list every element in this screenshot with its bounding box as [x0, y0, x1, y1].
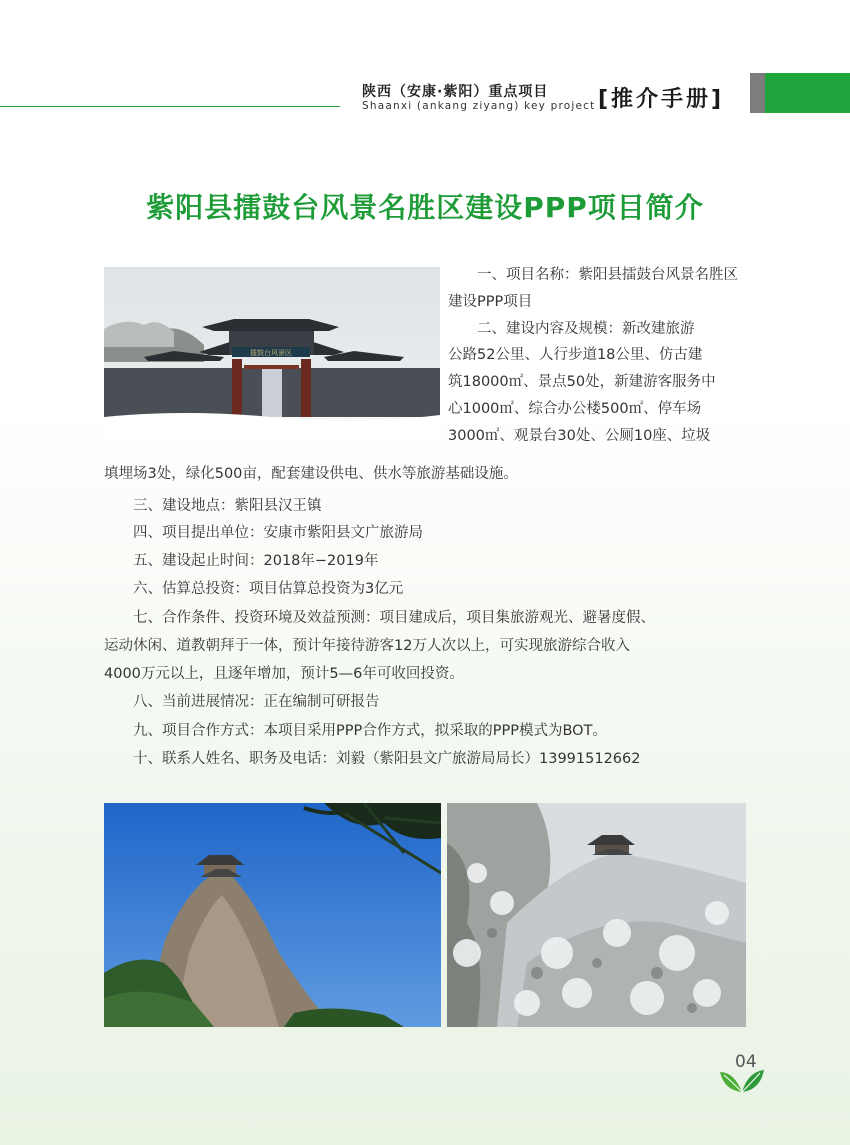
para-6: 六、估算总投资：项目估算总投资为3亿元 [133, 581, 404, 597]
para-2-line-6: 填埋场3处，绿化500亩，配套建设供电、供水等旅游基础设施。 [104, 466, 518, 482]
header-rule [0, 106, 340, 107]
text-block-top [448, 262, 748, 450]
header-gray-block [750, 73, 765, 113]
photo-peak-blue-sky [104, 803, 441, 1027]
para-8: 八、当前进展情况：正在编制可研报告 [133, 694, 380, 710]
photo-snowy-gate [104, 267, 440, 438]
para-9: 九、项目合作方式：本项目采用PPP合作方式，拟采取的PPP模式为BOT。 [133, 723, 607, 739]
para-2-line-2: 公路52公里、人行步道18公里、仿古建 [448, 347, 703, 364]
para-2-line-1: 二、建设内容及规模：新改建旅游 [477, 320, 695, 337]
header-title-cn: 陕西（安康·紫阳）重点项目 [362, 84, 549, 100]
header-green-block [765, 73, 850, 113]
para-7-line-1: 七、合作条件、投资环境及效益预测：项目建成后，项目集旅游观光、避暑度假、 [133, 610, 655, 626]
para-7-line-3: 4000万元以上，且逐年增加，预计5—6年可收回投资。 [104, 666, 464, 682]
para-5: 五、建设起止时间：2018年−2019年 [133, 553, 379, 569]
page-title: 紫阳县擂鼓台风景名胜区建设PPP项目简介 [146, 191, 704, 224]
para-1: 一、项目名称：紫阳县擂鼓台风景名胜区建设PPP项目 [448, 267, 738, 310]
photo-frosted-forest [447, 803, 746, 1027]
gate-plaque-text: 擂鼓台风景区 [250, 349, 292, 357]
para-2-line-5: 3000㎡、观景台30处、公厕10座、垃圾 [448, 427, 711, 444]
para-4: 四、项目提出单位：安康市紫阳县文广旅游局 [133, 525, 423, 541]
page-number: 04 [735, 1052, 757, 1072]
header-badge: [推介手册] [598, 87, 725, 112]
para-7-line-2: 运动休闲、道教朝拜于一体，预计年接待游客12万人次以上，可实现旅游综合收入 [104, 638, 630, 654]
para-3: 三、建设地点：紫阳县汉王镇 [133, 498, 322, 514]
para-10: 十、联系人姓名、职务及电话：刘毅（紫阳县文广旅游局局长）13991512662 [133, 751, 641, 767]
para-2-line-3: 筑18000㎡、景点50处，新建游客服务中 [448, 374, 716, 391]
para-2-line-4: 心1000㎡、综合办公楼500㎡、停车场 [448, 400, 702, 417]
header-title-en: Shaanxi (ankang ziyang) key project [362, 100, 596, 112]
